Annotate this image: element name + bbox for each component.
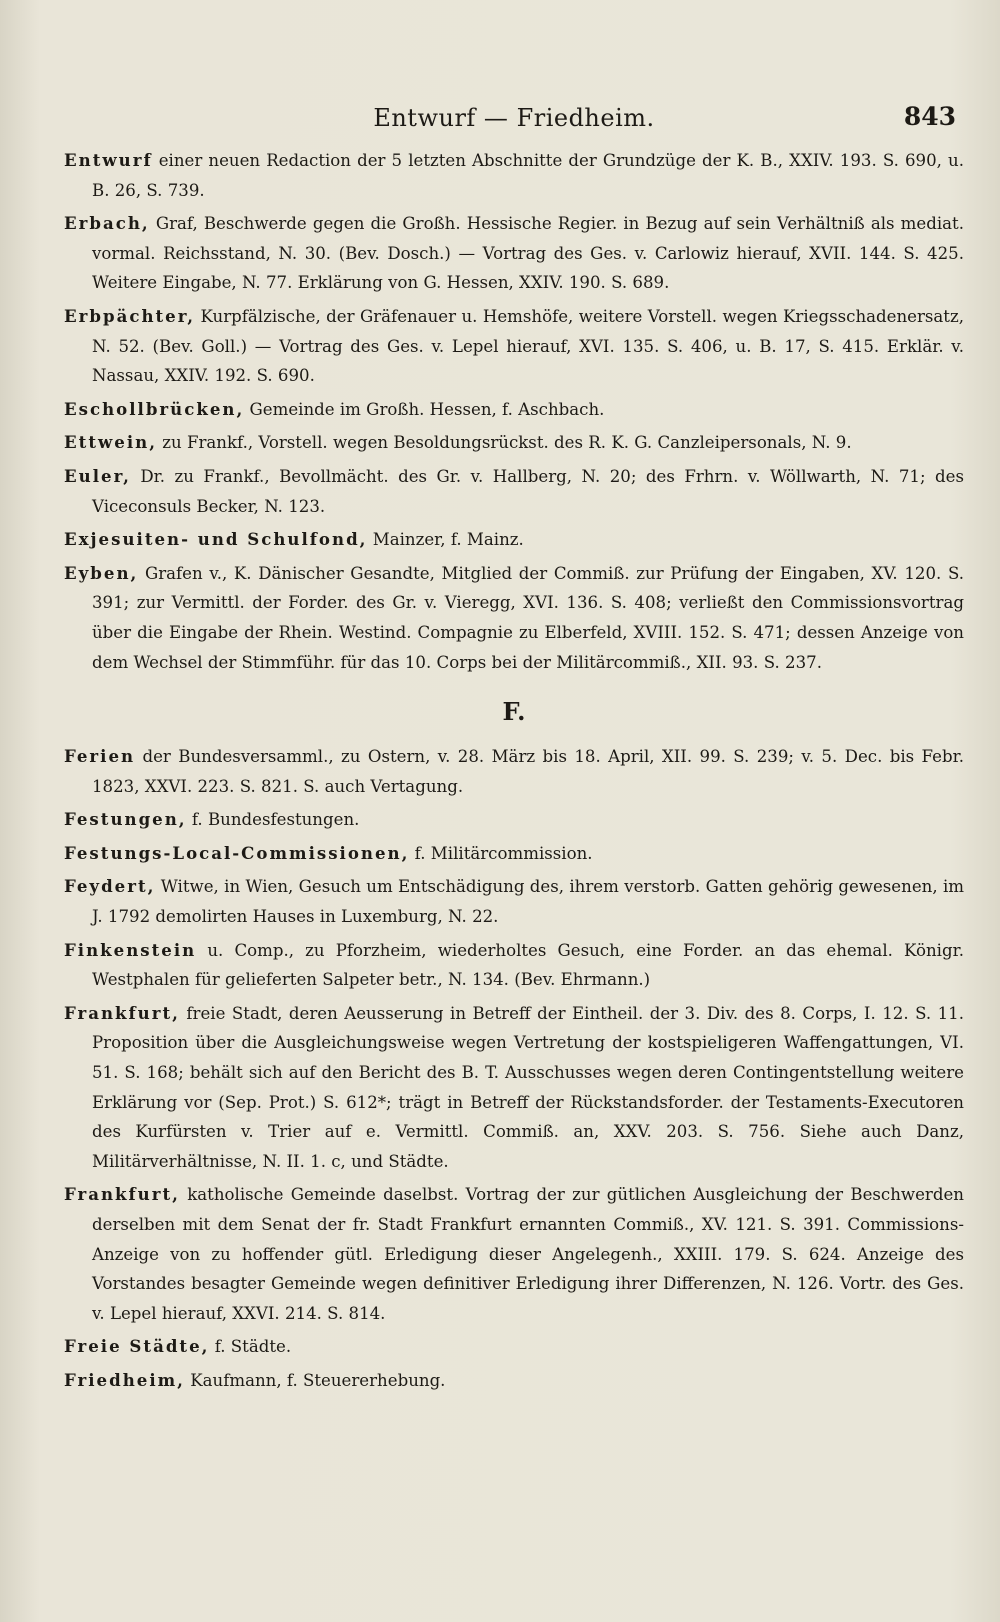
entry-lemma: Erbach, bbox=[64, 213, 150, 234]
entry-lemma: Feydert, bbox=[64, 876, 156, 897]
entry-text: f. Militärcommission. bbox=[409, 843, 593, 863]
entry-text: freie Stadt, deren Aeusserung in Betreff der Eintheil. der 3. Div. des 8. Corps, I. 12. S. 11. Proposition über die Ausgleichungsweise wegen Vertretung der kostspieligeren Waffengattungen, VI. 51. S. 168; behält sich auf den Bericht des B. T. Ausschusses wegen deren Contingentstellung weitere Erklärung vor (Sep. Prot.) S. 612*; trägt in Betreff der Rückstandsforder. der Testaments-Executoren des Kurfürsten v. Trier auf e. Vermittl. Commiß. an, XXV. 203. S. 756. Siehe auch Danz, Militärverhältnisse, N. II. 1. c, und Städte. bbox=[92, 1003, 964, 1171]
index-entry bbox=[64, 1332, 964, 1362]
index-entry bbox=[64, 999, 964, 1177]
entry-lemma: Frankfurt, bbox=[64, 1184, 180, 1205]
entry-lemma: Ferien bbox=[64, 746, 136, 767]
entry-text: Graf, Beschwerde gegen die Großh. Hessische Regier. in Bezug auf sein Verhältniß als mediat. vormal. Reichsstand, N. 30. (Bev. Dosch.) — Vortrag des Ges. v. Carlowiz hierauf, XVII. 144. S. 425. Weitere Eingabe, N. 77. Erklärung von G. Hessen, XXIV. 190. S. 689. bbox=[92, 214, 964, 293]
index-entry bbox=[64, 428, 964, 458]
entry-text: Mainzer, f. Mainz. bbox=[367, 530, 524, 550]
entry-lemma: Eschollbrücken, bbox=[64, 398, 245, 419]
index-entry bbox=[64, 805, 964, 835]
entry-text: katholische Gemeinde daselbst. Vortrag der zur gütlichen Ausgleichung der Beschwerden derselben mit dem Senat der fr. Stadt Frankfurt ernannten Commiß., XV. 121. S. 391. Commissions-Anzeige von zu hoffender gütl. Erledigung dieser Angelegenh., XXIII. 179. S. 624. Anzeige des Vorstandes besagter Gemeinde wegen definitiver Erledigung ihrer Differenzen, N. 126. Vortr. des Ges. v. Lepel hierauf, XXVI. 214. S. 814. bbox=[92, 1185, 964, 1323]
index-entry bbox=[64, 742, 964, 801]
entry-lemma: Eyben, bbox=[64, 562, 139, 583]
entry-lemma: Ettwein, bbox=[64, 432, 157, 453]
index-entry bbox=[64, 462, 964, 521]
entry-lemma: Freie Städte, bbox=[64, 1336, 210, 1357]
entry-lemma: Frankfurt, bbox=[64, 1002, 180, 1023]
index-entry bbox=[64, 839, 964, 869]
page-header bbox=[64, 100, 964, 140]
index-entry bbox=[64, 1180, 964, 1328]
entry-text: f. Städte. bbox=[209, 1337, 292, 1357]
index-entry bbox=[64, 872, 964, 931]
entry-lemma: Entwurf bbox=[64, 150, 153, 170]
entries-e bbox=[64, 146, 964, 677]
index-entry bbox=[64, 525, 964, 555]
entry-lemma: Festungs-Local-Commissionen, bbox=[64, 842, 410, 863]
entry-text: Kaufmann, f. Steuererhebung. bbox=[184, 1370, 446, 1390]
entries-f bbox=[64, 742, 964, 1395]
entry-lemma: Exjesuiten- und Schulfond, bbox=[64, 529, 368, 550]
index-entry bbox=[64, 146, 964, 205]
index-entry bbox=[64, 302, 964, 391]
entry-text: f. Bundesfestungen. bbox=[186, 810, 360, 830]
page-number: 843 bbox=[903, 102, 956, 131]
index-entry bbox=[64, 395, 964, 425]
entry-text: einer neuen Redaction der 5 letzten Abschnitte der Grundzüge der K. B., XXIV. 193. S. 690, u. B. 26, S. 739. bbox=[92, 151, 964, 200]
index-entry bbox=[64, 559, 964, 677]
index-entry bbox=[64, 936, 964, 995]
entry-lemma: Friedheim, bbox=[64, 1369, 185, 1390]
entry-text: Grafen v., K. Dänischer Gesandte, Mitglied der Commiß. zur Prüfung der Eingaben, XV. 120. S. 391; zur Vermittl. der Forder. des Gr. v. Vieregg, XVI. 136. S. 408; verließt den Commissionsvortrag über die Eingabe der Rhein. Westind. Compagnie zu Elberfeld, XVIII. 152. S. 471; dessen Anzeige von dem Wechsel der Stimmführ. für das 10. Corps bei der Militärcommiß., XII. 93. S. 237. bbox=[92, 563, 964, 672]
entry-text: Kurpfälzische, der Gräfenauer u. Hemshöfe, weitere Vorstell. wegen Kriegsschadenersatz, N. 52. (Bev. Goll.) — Vortrag des Ges. v. Lepel hierauf, XVI. 135. S. 406, u. B. 17, S. 415. Erklär. v. Nassau, XXIV. 192. S. 690. bbox=[92, 306, 964, 386]
entry-text: Witwe, in Wien, Gesuch um Entschädigung des, ihrem verstorb. Gatten gehörig gewesenen, im J. 1792 demolirten Hauses in Luxemburg, N. 22. bbox=[92, 877, 964, 927]
entry-lemma: Festungen, bbox=[64, 809, 187, 830]
entry-text: zu Frankf., Vorstell. wegen Besoldungsrückst. des R. K. G. Canzleipersonals, N. 9. bbox=[156, 433, 852, 453]
entry-text: Dr. zu Frankf., Bevollmächt. des Gr. v. Hallberg, N. 20; des Frhrn. v. Wöllwarth, N. 71; des Viceconsuls Becker, N. 123. bbox=[92, 466, 964, 516]
section-letter: F. bbox=[502, 697, 526, 727]
index-entry bbox=[64, 209, 964, 298]
running-head: Entwurf — Friedheim. bbox=[373, 104, 655, 132]
entry-lemma: Finkenstein bbox=[64, 939, 197, 960]
index-entry bbox=[64, 1366, 964, 1396]
entry-lemma: Erbpächter, bbox=[64, 305, 196, 326]
entry-text: u. Comp., zu Pforzheim, wiederholtes Gesuch, eine Forder. an das ehemal. Königr. Westphalen für gelieferten Salpeter betr., N. 134. (Bev. Ehrmann.) bbox=[92, 940, 964, 990]
entry-text: Gemeinde im Großh. Hessen, f. Aschbach. bbox=[244, 399, 605, 419]
entry-text: der Bundesversamml., zu Ostern, v. 28. März bis 18. April, XII. 99. S. 239; v. 5. Dec. bis Febr. 1823, XXVI. 223. S. 821. S. auch Vertagung. bbox=[92, 747, 964, 796]
entry-lemma: Euler, bbox=[64, 465, 131, 486]
